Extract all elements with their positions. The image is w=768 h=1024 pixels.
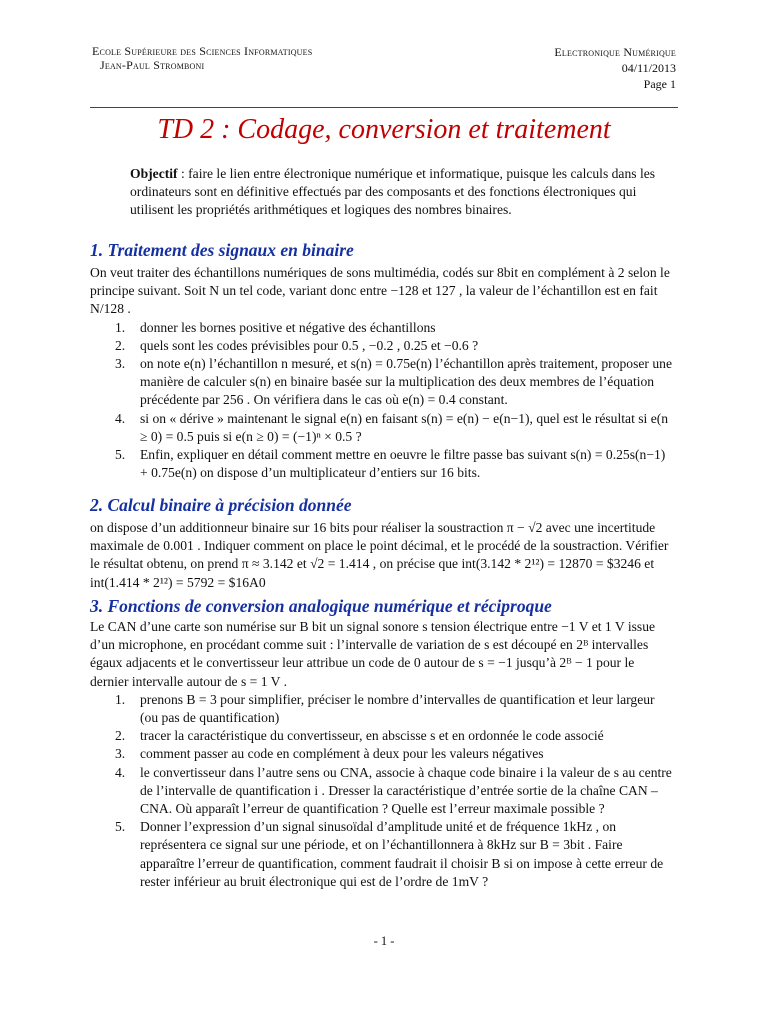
objective-text: : faire le lien entre électronique numérique et informatique, puisque les calculs dans les ordinateurs sont en définitive effectués par des composants et des fonctions électroniques qui utilisent les propriétés arithmétiques et logiques des nombres binaires. (130, 166, 656, 218)
section-3-body (90, 618, 675, 891)
list-item: 5. Enfin, expliquer en détail comment mettre en oeuvre le filtre passe bas suivant s(n) = 0.25s(n−1) + 0.75e(n) on dispose d’un multiplicateur d’entiers sur 16 bits. (115, 447, 666, 481)
section-1-body (90, 264, 675, 482)
list-item: 4. le convertisseur dans l’autre sens ou CNA, associe à chaque code binaire i la valeur de s au centre de l’intervalle de quantification i . Dresser la caractéristique d’entrée sortie de la chaîne CAN – CNA. Où apparaît l’erreur de quantification ? Quelle est l’erreur maximale possible ? (115, 764, 672, 817)
page-footer: - 1 - (373, 934, 395, 948)
header-left (92, 44, 312, 72)
header-divider (90, 107, 678, 108)
header-right (554, 44, 676, 92)
section-3-intro: Le CAN d’une carte son numérise sur B bit un signal sonore s tension électrique entre −1 V et 1 V issue d’un microphone, en procédant comme suit : l’intervalle de variation de s est découpé en 2ᴮ intervalles égaux adjacents et le convertisseur leur attribue un code de 0 autour de s = −1 jusqu’à 2ᴮ − 1 pour le dernier intervalle autour de s = 1 V . (90, 619, 656, 689)
section-2-title: 2. Calcul binaire à précision donnée (90, 495, 352, 515)
section-2-body: on dispose d’un additionneur binaire sur 16 bits pour réaliser la soustraction π − √2 avec une incertitude maximale de 0.001 . Indiquer comment on place le point décimal, et le procédé de la soustraction. Vérifier le résultat obtenu, on prend π ≈ 3.142 et √2 = 1.414 , on précise que int(3.142 * 2¹²) = 12870 = $3246 et int(1.414 * 2¹²) = 5792 = $16A0 (90, 520, 669, 590)
list-item: 1. donner les bornes positive et négative des échantillons (115, 319, 436, 335)
author-name: Jean-Paul Stromboni (100, 58, 205, 72)
section-1-title: 1. Traitement des signaux en binaire (90, 240, 354, 260)
list-item: 5. Donner l’expression d’un signal sinusoïdal d’amplitude unité et de fréquence 1kHz , on représentera ce signal sur une période, et on l’échantillonnera à 8kHz sur B = 3bit . Faire apparaître l’erreur de quantification, comment faudrait il choisir B si on impose à cette erreur de rester inférieur au bruit électronique qui est de l’ordre de 1mV ? (115, 819, 664, 889)
page-title: TD 2 : Codage, conversion et traitement (157, 114, 611, 145)
page-number: Page 1 (643, 77, 676, 91)
list-item: 3. comment passer au code en complément à deux pour les valeurs négatives (115, 746, 544, 762)
section-3-title: 3. Fonctions de conversion analogique numérique et réciproque (90, 596, 552, 616)
list-item: 2. quels sont les codes prévisibles pour 0.5 , −0.2 , 0.25 et −0.6 ? (115, 337, 479, 353)
document-date: 04/11/2013 (621, 61, 676, 75)
section-1-intro: On veut traiter des échantillons numériques de sons multimédia, codés sur 8bit en complément à 2 selon le principe suivant. Soit N un tel code, variant donc entre −128 et 127 , la valeur de l’échantillon est en fait N/128 . (90, 265, 670, 317)
objective-label: Objectif (130, 166, 178, 181)
section-3-list (90, 691, 675, 891)
section-1-list (90, 319, 675, 483)
objective-paragraph (130, 165, 660, 220)
list-item: 4. si on « dérive » maintenant le signal e(n) en faisant s(n) = e(n) − e(n−1), quel est le résultat si e(n ≥ 0) = 0.5 puis si e(n ≥ 0) = (−1)ⁿ × 0.5 ? (115, 410, 669, 444)
list-item: 2. tracer la caractéristique du convertisseur, en abscisse s et en ordonnée le code associé (115, 728, 604, 744)
list-item: 3. on note e(n) l’échantillon n mesuré, et s(n) = 0.75e(n) l’échantillon après traitement, proposer une manière de calculer s(n) en binaire basée sur la multiplication des deux membres de l’équation précédente par 256 . On vérifiera dans le cas où e(n) = 0.4 constant. (115, 356, 672, 408)
course-name: Electronique Numérique (554, 45, 676, 59)
school-name: Ecole Supérieure des Sciences Informatiques (92, 44, 313, 58)
list-item: 1. prenons B = 3 pour simplifier, préciser le nombre d’intervalles de quantification et leur largeur (ou pas de quantification) (115, 691, 655, 726)
